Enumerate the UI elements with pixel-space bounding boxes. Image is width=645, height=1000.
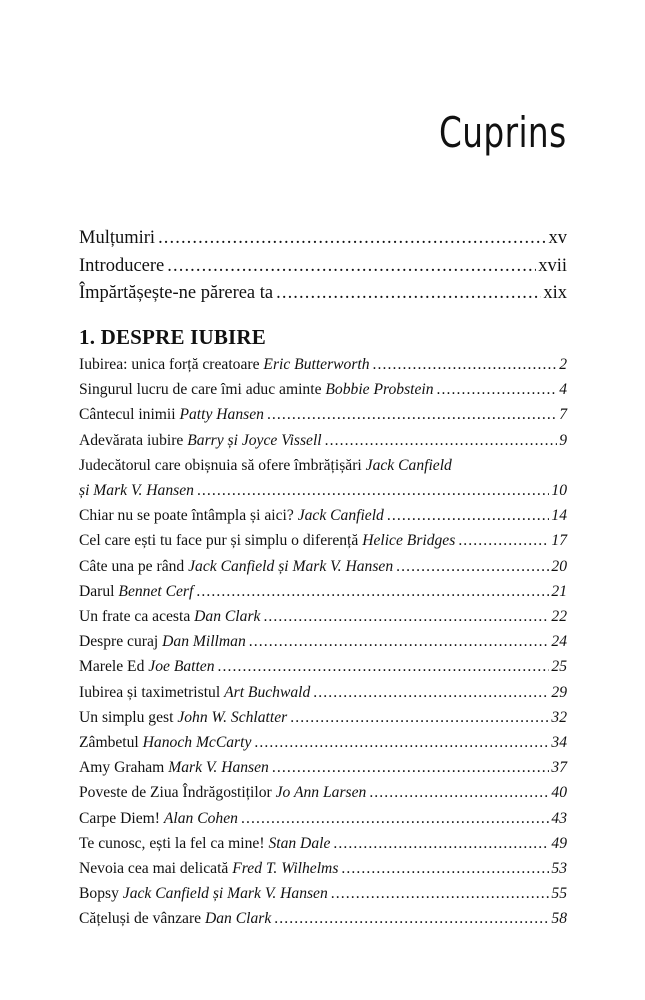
dot-leader: [396, 554, 549, 579]
entry-title: [79, 528, 455, 553]
toc-entry[interactable]: [79, 730, 567, 755]
entry-title: [79, 881, 328, 906]
entry-title-text: Singurul lucru de care îmi aduc aminte: [79, 381, 322, 399]
entry-title-text: Te cunosc, ești la fel ca mine!: [79, 834, 265, 852]
entry-title-text: Nevoia cea mai delicată: [79, 860, 229, 878]
entry-page: 10: [551, 482, 567, 500]
toc-entry[interactable]: [79, 225, 567, 253]
entry-page: 21: [551, 582, 567, 600]
entry-title: Introducere: [79, 255, 165, 276]
entry-title-text: Cățeluși de vânzare: [79, 910, 202, 928]
entry-title: [79, 730, 251, 755]
entry-author: Jack Canfield și Mark V. Hansen: [122, 885, 328, 903]
entry-author: Jo Ann Larsen: [275, 784, 367, 802]
entry-title: [79, 402, 264, 427]
entry-title-text: Marele Ed: [79, 658, 145, 676]
entry-author: Dan Clark: [205, 910, 272, 928]
entry-page: xvii: [538, 255, 567, 276]
entry-page: 32: [551, 708, 567, 726]
entry-title: [79, 428, 322, 453]
entry-title-text: Un frate ca acesta: [79, 608, 191, 626]
entry-title: [79, 780, 366, 805]
entry-title: [79, 705, 287, 730]
dot-leader: [274, 906, 549, 931]
toc-entry[interactable]: [79, 579, 567, 604]
entry-title: [79, 604, 260, 629]
dot-leader: [167, 253, 536, 281]
entry-title: [79, 377, 434, 402]
dot-leader: [196, 579, 549, 604]
entry-page: 4: [559, 381, 567, 399]
entry-title: [79, 453, 452, 478]
entry-author: Joe Batten: [148, 658, 215, 676]
toc-entry[interactable]: [79, 280, 567, 308]
entry-page: 53: [551, 860, 567, 878]
entry-title: [79, 680, 310, 705]
entry-page: 49: [551, 834, 567, 852]
toc-entry[interactable]: [79, 377, 567, 402]
entry-title-text: Despre curaj: [79, 633, 159, 651]
toc-entry[interactable]: [79, 352, 567, 377]
dot-leader: [437, 377, 558, 402]
dot-leader: [387, 503, 550, 528]
entry-author: și Mark V. Hansen: [79, 482, 194, 500]
entry-page: 25: [551, 658, 567, 676]
dot-leader: [267, 402, 557, 427]
entry-title-text: Iubirea și taximetristul: [79, 683, 221, 701]
entry-title-text: Amy Graham: [79, 759, 165, 777]
toc-entry[interactable]: [79, 780, 567, 805]
dot-leader: [313, 680, 549, 705]
entry-title-text: Judecătorul care obișnuia să ofere îmbrățișări: [79, 456, 362, 474]
entry-title: [79, 579, 193, 604]
toc-entry[interactable]: [79, 453, 567, 478]
entry-author: Mark V. Hansen: [168, 759, 269, 777]
entry-page: 29: [551, 683, 567, 701]
entry-author: Jack Canfield: [297, 507, 384, 525]
entry-page: 43: [551, 809, 567, 827]
toc-entry[interactable]: [79, 428, 567, 453]
dot-leader: [276, 280, 541, 308]
dot-leader: [197, 478, 549, 503]
dot-leader: [263, 604, 549, 629]
entry-author: Patty Hansen: [179, 406, 264, 424]
entry-author: Jack Canfield: [365, 456, 452, 474]
toc-entry[interactable]: [79, 806, 567, 831]
toc-entry[interactable]: [79, 856, 567, 881]
toc-entry[interactable]: [79, 755, 567, 780]
entry-title-text: Un simplu gest: [79, 708, 174, 726]
toc-entry[interactable]: [79, 478, 567, 503]
entry-page: 14: [551, 507, 567, 525]
dot-leader: [325, 428, 558, 453]
entry-page: 34: [551, 734, 567, 752]
entry-author: Hanoch McCarty: [142, 734, 252, 752]
entry-page: 20: [551, 557, 567, 575]
front-matter-list: [79, 225, 567, 308]
entry-author: Alan Cohen: [163, 809, 238, 827]
dot-leader: [369, 780, 549, 805]
entry-title: [79, 856, 338, 881]
entry-title: [79, 554, 393, 579]
entry-title: [79, 629, 246, 654]
dot-leader: [249, 629, 550, 654]
dot-leader: [158, 225, 546, 253]
dot-leader: [241, 806, 549, 831]
entry-author: Art Buchwald: [224, 683, 311, 701]
entry-title: [79, 654, 215, 679]
toc-entry[interactable]: [79, 629, 567, 654]
entry-title: Împărtășește-ne părerea ta: [79, 283, 274, 303]
entry-page: 40: [551, 784, 567, 802]
entry-title: [79, 831, 330, 856]
entry-author: Bobbie Probstein: [325, 381, 434, 399]
toc-entry[interactable]: [79, 881, 567, 906]
dot-leader: [331, 881, 550, 906]
entry-title: Mulțumiri: [79, 228, 156, 248]
entry-title-text: Cântecul inimii: [79, 406, 176, 424]
dot-leader: [341, 856, 549, 881]
toc-entry[interactable]: [79, 402, 567, 427]
toc-entry[interactable]: [79, 654, 567, 679]
entry-title: [79, 806, 238, 831]
entry-page: 24: [551, 633, 567, 651]
entry-title-text: Poveste de Ziua Îndrăgostiților: [79, 784, 272, 802]
entry-author: Bennet Cerf: [118, 582, 194, 600]
page-title: Cuprins: [439, 108, 567, 157]
section-heading: 1. DESPRE IUBIRE: [79, 325, 266, 349]
entry-title: [79, 478, 194, 503]
entry-title-text: Zâmbetul: [79, 734, 139, 752]
entry-author: John W. Schlatter: [177, 708, 288, 726]
entry-title-text: Câte una pe rând: [79, 557, 185, 575]
entry-page: xix: [543, 283, 567, 303]
entry-page: xv: [548, 228, 567, 248]
entry-title-text: Adevărata iubire: [79, 431, 184, 449]
entry-page: 9: [559, 431, 567, 449]
dot-leader: [333, 831, 549, 856]
entry-author: Jack Canfield și Mark V. Hansen: [188, 557, 394, 575]
entry-author: Dan Millman: [162, 633, 246, 651]
entry-title: [79, 503, 384, 528]
toc-entry[interactable]: [79, 253, 567, 281]
dot-leader: [290, 705, 549, 730]
entry-author: Eric Butterworth: [263, 356, 370, 373]
entry-title: [79, 352, 370, 377]
entry-title-text: Iubirea: unica forță creatoare: [79, 356, 260, 373]
toc-entry[interactable]: [79, 705, 567, 730]
entry-author: Helice Bridges: [362, 532, 456, 550]
entry-title: [79, 906, 271, 931]
entry-author: Dan Clark: [194, 608, 261, 626]
entry-title-text: Chiar nu se poate întâmpla și aici?: [79, 507, 294, 525]
dot-leader: [272, 755, 550, 780]
entry-page: 58: [551, 910, 567, 928]
entry-author: Barry și Joyce Vissell: [187, 431, 322, 449]
dot-leader: [218, 654, 550, 679]
entry-page: 55: [551, 885, 567, 903]
entry-author: Stan Dale: [268, 834, 331, 852]
entry-title-text: Carpe Diem!: [79, 809, 160, 827]
entry-title-text: Darul: [79, 582, 115, 600]
toc-entry[interactable]: [79, 604, 567, 629]
toc-entry[interactable]: [79, 554, 567, 579]
entry-page: 17: [551, 532, 567, 550]
toc-entry[interactable]: [79, 503, 567, 528]
entry-page: 37: [551, 759, 567, 777]
entry-title-text: Cel care ești tu face pur și simplu o diferență: [79, 532, 359, 550]
toc-list: [79, 352, 567, 932]
toc-entry[interactable]: [79, 680, 567, 705]
dot-leader: [254, 730, 549, 755]
toc-entry[interactable]: [79, 906, 567, 931]
toc-entry[interactable]: [79, 831, 567, 856]
entry-page: 22: [551, 608, 567, 626]
entry-page: 2: [559, 356, 567, 373]
toc-entry[interactable]: [79, 528, 567, 553]
dot-leader: [373, 352, 558, 377]
entry-page: 7: [559, 406, 567, 424]
entry-title-text: Bopsy: [79, 885, 119, 903]
dot-leader: [458, 528, 549, 553]
entry-author: Fred T. Wilhelms: [232, 860, 339, 878]
entry-title: [79, 755, 269, 780]
